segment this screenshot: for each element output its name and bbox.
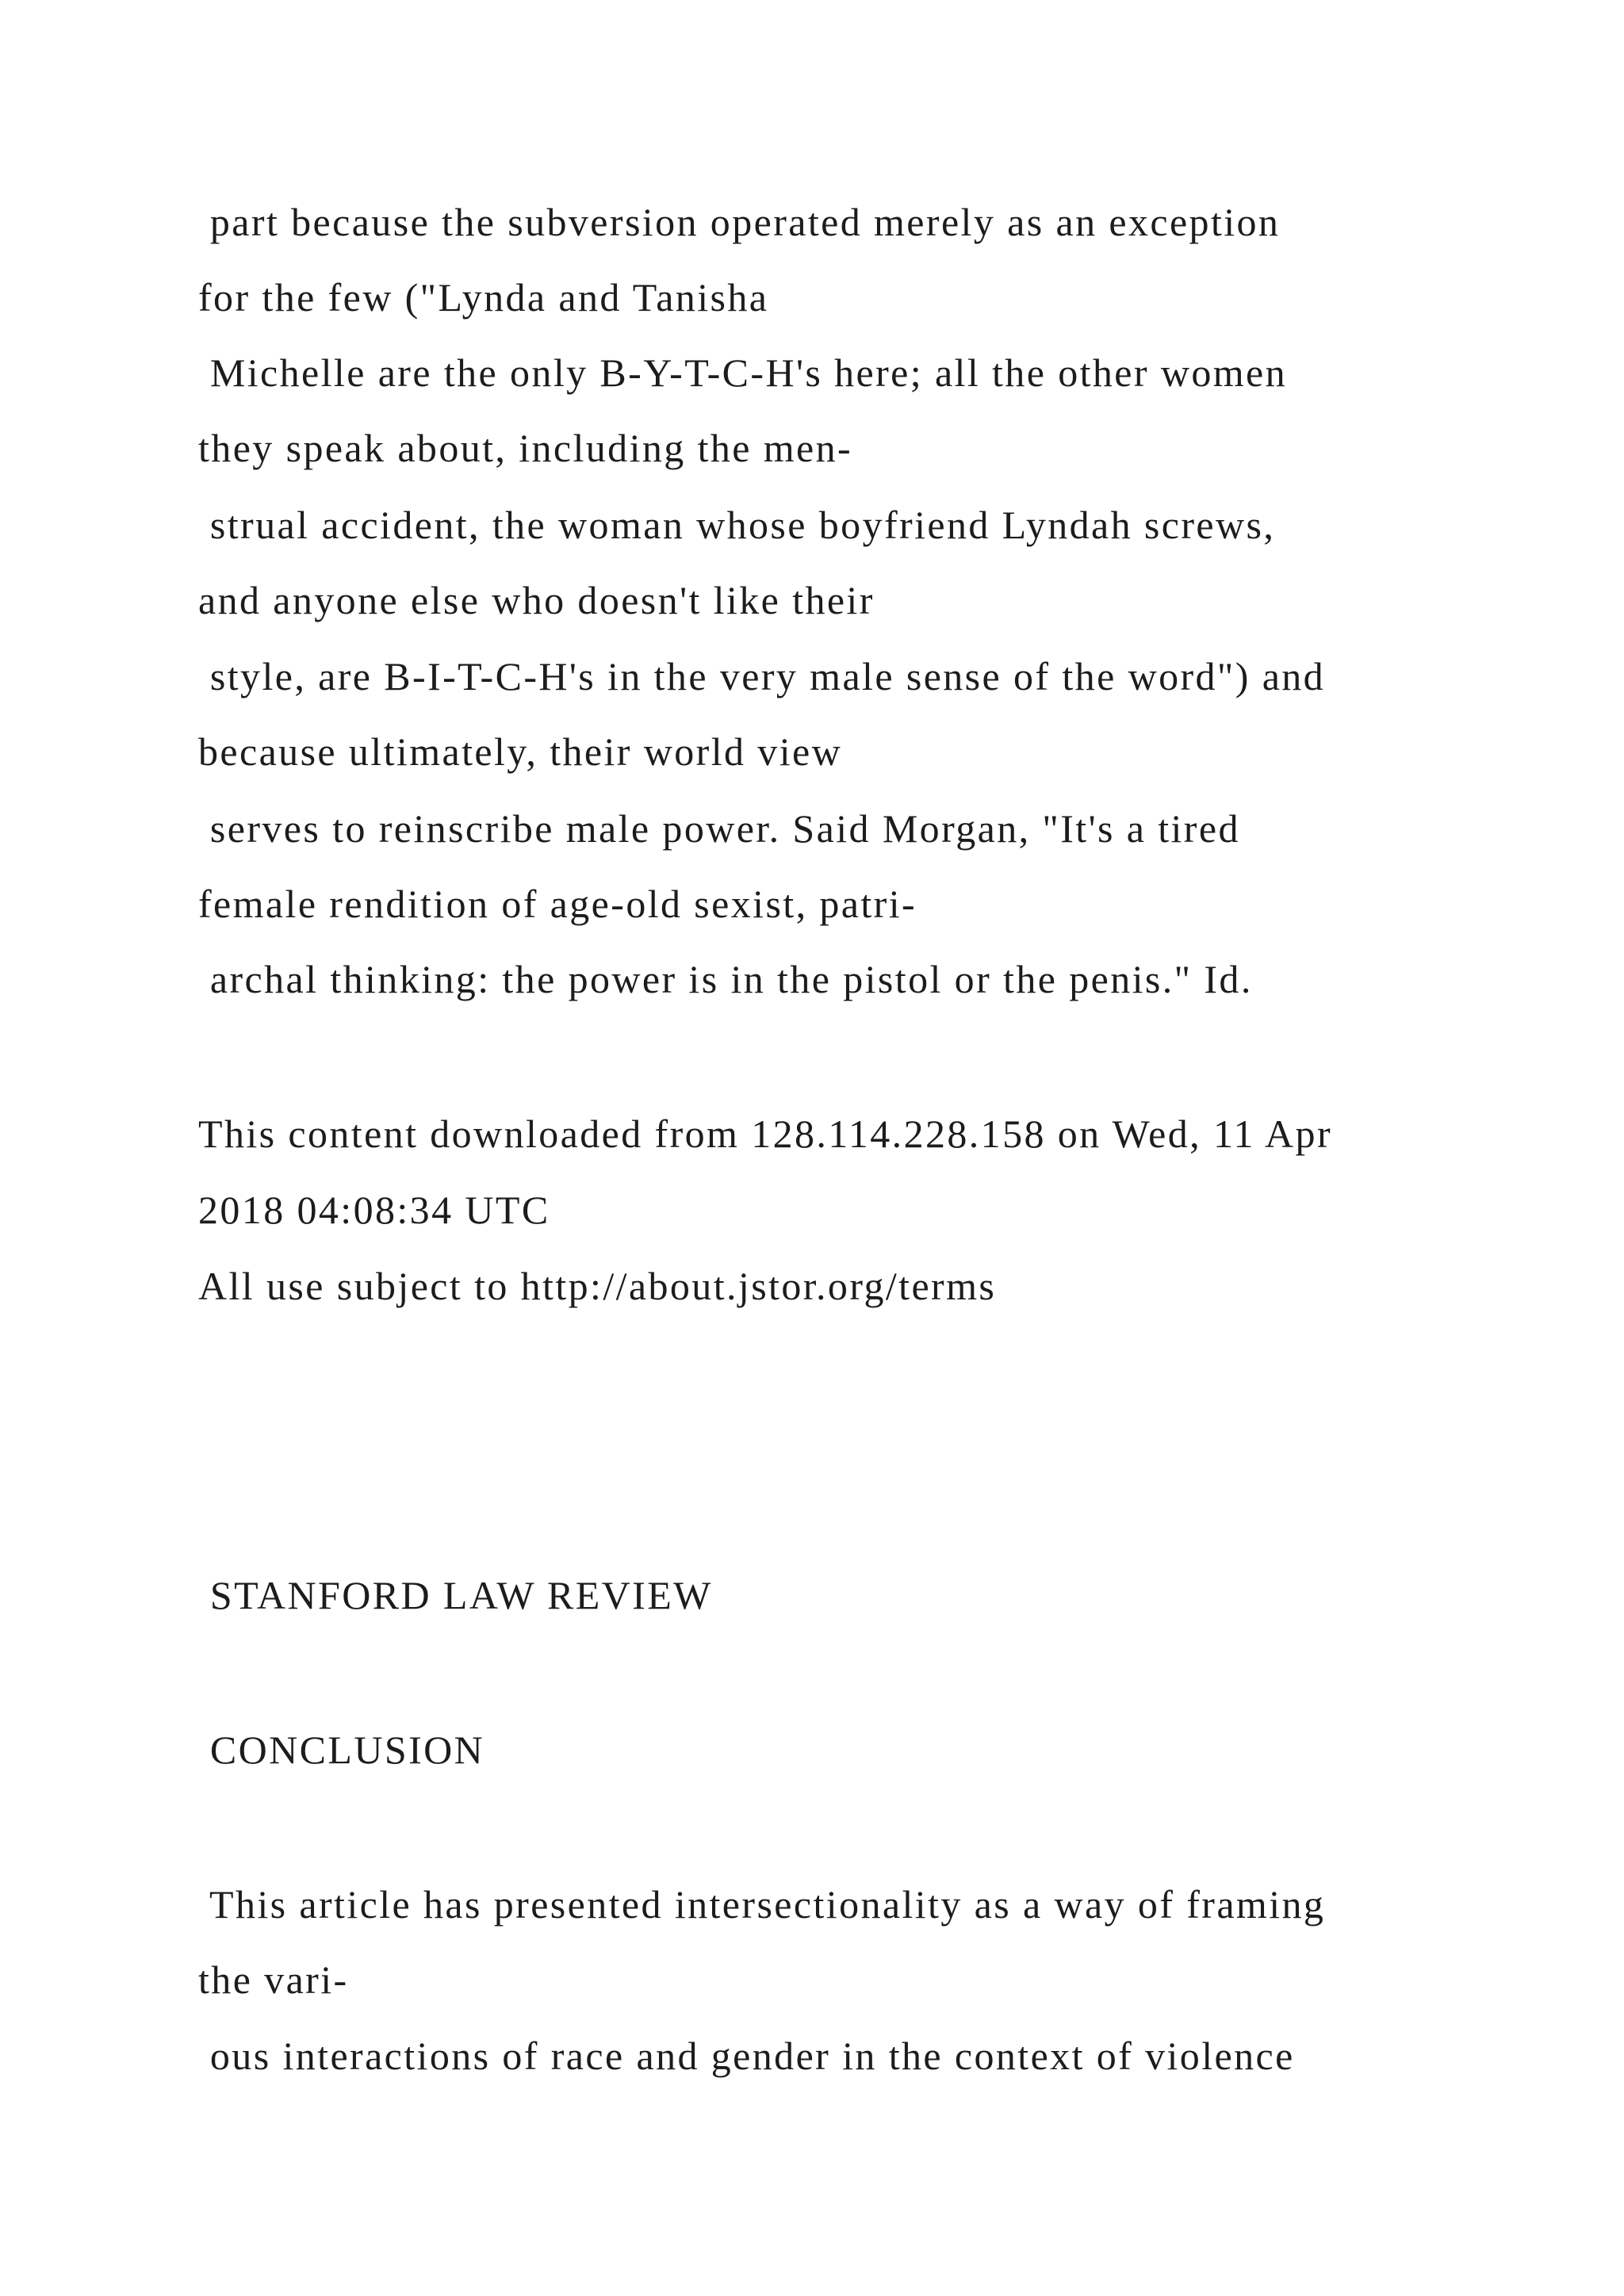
body-line: the vari- bbox=[198, 1957, 349, 2002]
footnote-line: archal thinking: the power is in the pistol or the penis." Id. bbox=[198, 957, 1253, 1001]
footnote-line: serves to reinscribe male power. Said Morgan, "It's a tired bbox=[198, 806, 1240, 851]
body-line: ous interactions of race and gender in the context of violence bbox=[198, 2034, 1295, 2078]
footnote-line: Michelle are the only B-Y-T-C-H's here; all the other women bbox=[198, 350, 1288, 395]
download-notice-line: 2018 04:08:34 UTC bbox=[198, 1188, 550, 1232]
download-notice-line: This content downloaded from 128.114.228.158 on Wed, 11 Apr bbox=[198, 1112, 1333, 1156]
footnote-line: strual accident, the woman whose boyfriend Lyndah screws, bbox=[198, 503, 1276, 547]
download-notice-line: All use subject to http://about.jstor.org/terms bbox=[198, 1264, 997, 1308]
section-heading: CONCLUSION bbox=[198, 1728, 485, 1772]
footnote-line: because ultimately, their world view bbox=[198, 729, 843, 774]
footnote-line: and anyone else who doesn't like their bbox=[198, 578, 875, 622]
footnote-line: female rendition of age-old sexist, patri- bbox=[198, 882, 917, 926]
footnote-line: they speak about, including the men- bbox=[198, 426, 853, 470]
body-line: This article has presented intersectionality as a way of framing bbox=[198, 1882, 1326, 1927]
footnote-line: for the few ("Lynda and Tanisha bbox=[198, 275, 769, 320]
footnote-line: part because the subversion operated merely as an exception bbox=[198, 200, 1281, 244]
journal-header: STANFORD LAW REVIEW bbox=[198, 1573, 713, 1617]
footnote-line: style, are B-I-T-C-H's in the very male sense of the word") and bbox=[198, 654, 1326, 698]
